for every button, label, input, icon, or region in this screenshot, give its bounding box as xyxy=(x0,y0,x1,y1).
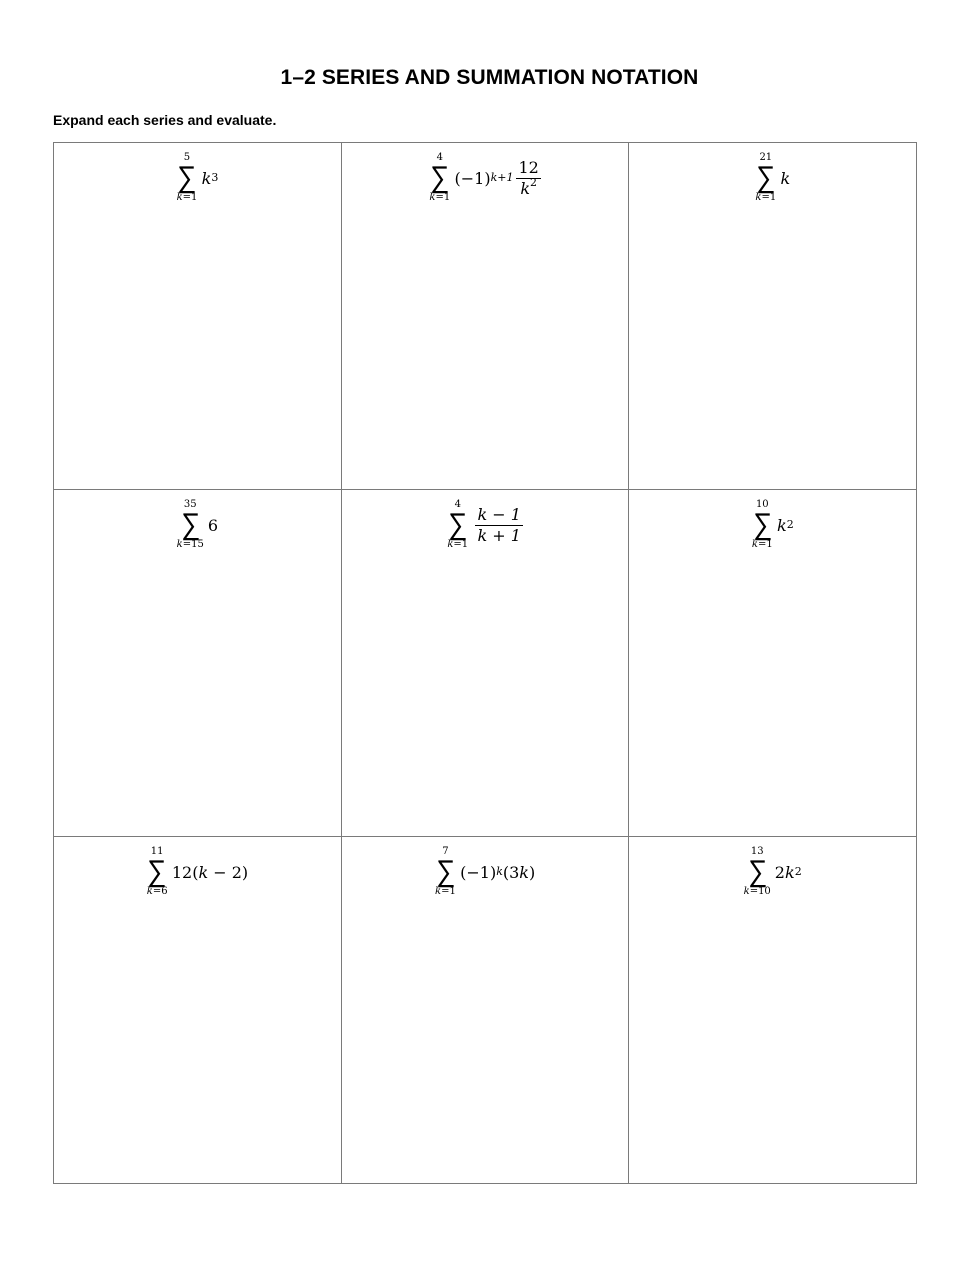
summation-expression xyxy=(629,500,916,550)
summation-expression xyxy=(629,153,916,203)
summation-operator xyxy=(429,153,450,203)
upper-limit: 35 xyxy=(183,499,197,510)
summation-expression xyxy=(54,153,341,203)
upper-limit: 11 xyxy=(150,846,164,857)
summation-expression xyxy=(54,500,341,550)
problem-cell[interactable] xyxy=(629,143,917,490)
upper-limit: 13 xyxy=(750,846,764,857)
lower-limit: k=1 xyxy=(429,192,451,203)
upper-limit: 4 xyxy=(454,499,461,510)
summation-operator xyxy=(447,500,468,550)
summand: 12( k − 2) xyxy=(171,862,249,882)
summand xyxy=(472,506,522,544)
upper-limit: 21 xyxy=(759,152,773,163)
summation-operator xyxy=(744,847,771,897)
problem-cell[interactable] xyxy=(341,143,629,490)
upper-limit: 7 xyxy=(442,846,449,857)
sigma-icon: ∑ xyxy=(747,854,767,889)
problem-cell[interactable] xyxy=(629,490,917,837)
summation-operator xyxy=(146,847,167,897)
summand: (−1) k+1 $\frac{12}{k^2}$ xyxy=(454,157,539,198)
problem-cell[interactable] xyxy=(341,837,629,1184)
fraction: $\frac{k - 1}{k + 1}$ xyxy=(477,504,521,545)
problem-cell[interactable] xyxy=(54,837,342,1184)
summation-operator xyxy=(435,847,456,897)
summand: k 3 xyxy=(201,168,219,188)
summand: (−1) k (3 k ) xyxy=(460,862,536,882)
sigma-icon: ∑ xyxy=(177,160,197,195)
instructions: Expand each series and evaluate. xyxy=(53,112,277,128)
summation-operator xyxy=(752,500,773,550)
lower-limit: k=1 xyxy=(176,192,198,203)
sigma-icon: ∑ xyxy=(430,160,450,195)
problem-cell[interactable] xyxy=(341,490,629,837)
lower-limit: k=6 xyxy=(146,886,168,897)
summand: k 2 xyxy=(777,515,794,535)
summation-operator xyxy=(177,500,204,550)
page-title: 1–2 SERIES AND SUMMATION NOTATION xyxy=(280,66,699,89)
lower-limit: k=1 xyxy=(751,539,773,550)
lower-limit: k=1 xyxy=(447,539,469,550)
summation-expression xyxy=(629,847,916,897)
summation-expression xyxy=(54,847,341,897)
upper-limit: 4 xyxy=(436,152,443,163)
lower-limit: k=1 xyxy=(435,886,456,897)
sigma-icon: ∑ xyxy=(752,507,772,542)
summation-operator xyxy=(176,153,197,203)
problem-cell[interactable] xyxy=(54,490,342,837)
summand: k xyxy=(780,168,791,188)
sigma-icon: ∑ xyxy=(147,854,167,889)
fraction: $\frac{12}{k^2}$ xyxy=(518,157,539,198)
lower-limit: k=10 xyxy=(743,886,771,897)
summation-operator xyxy=(755,153,776,203)
upper-limit: 5 xyxy=(183,152,191,163)
summation-expression xyxy=(342,500,629,550)
summation-expression xyxy=(342,847,629,897)
lower-limit: k=1 xyxy=(755,192,777,203)
summand: 2 k 2 xyxy=(774,862,802,882)
sigma-icon: ∑ xyxy=(180,507,200,542)
problem-grid xyxy=(53,142,917,1184)
problem-cell[interactable] xyxy=(629,837,917,1184)
sigma-icon: ∑ xyxy=(756,160,776,195)
sigma-icon: ∑ xyxy=(435,854,456,889)
problem-cell[interactable] xyxy=(54,143,342,490)
summand: 6 xyxy=(207,515,218,535)
summation-expression xyxy=(342,153,629,203)
upper-limit: 10 xyxy=(755,499,769,510)
sigma-icon: ∑ xyxy=(448,507,468,542)
lower-limit: k=15 xyxy=(176,539,204,550)
